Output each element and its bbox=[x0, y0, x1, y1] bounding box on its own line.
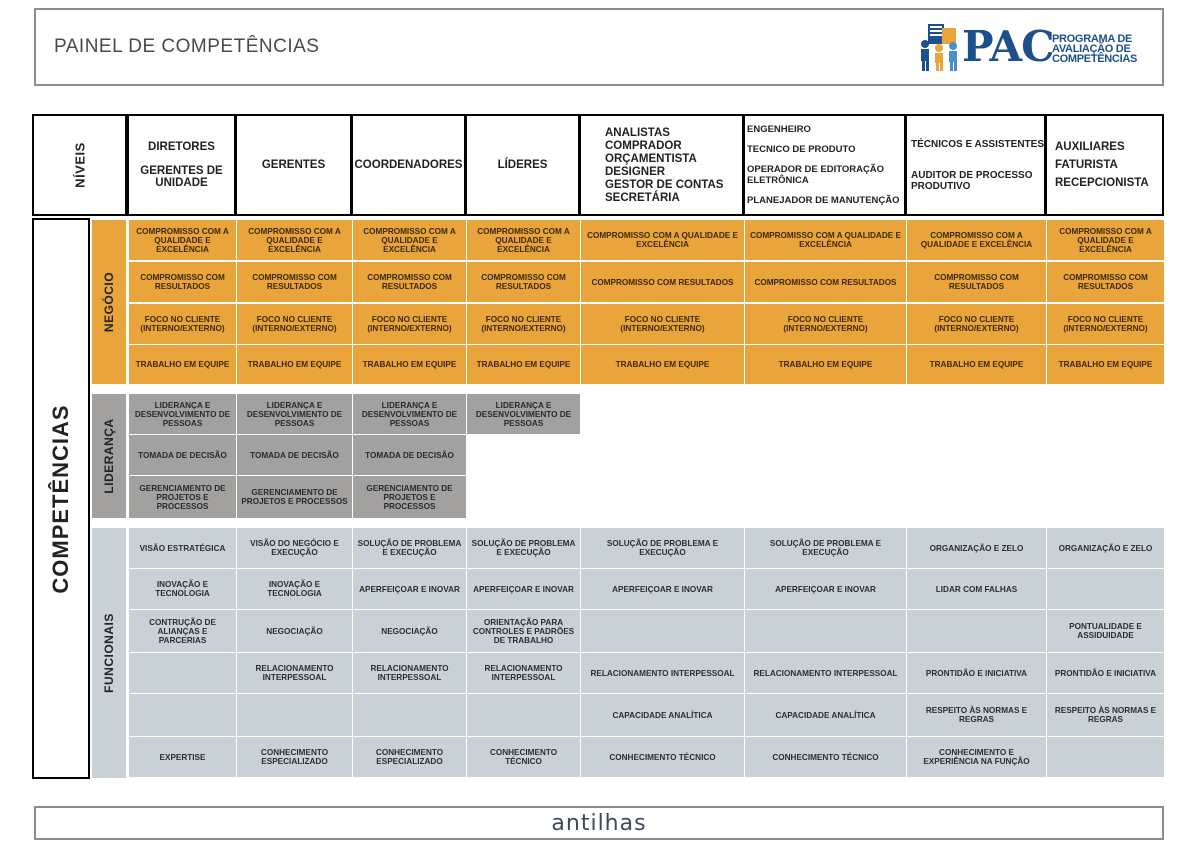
competency-cell: CONHECIMENTO TÉCNICO bbox=[581, 737, 744, 777]
logo-mark: PAC bbox=[962, 22, 1054, 71]
competencias-label: COMPETÊNCIAS bbox=[48, 403, 73, 594]
level-title: TECNICO DE PRODUTO bbox=[747, 144, 856, 155]
competency-cell bbox=[467, 694, 580, 736]
competency-cell: TOMADA DE DECISÃO bbox=[353, 435, 466, 475]
competency-cell: SOLUÇÃO DE PROBLEMA E EXECUÇÃO bbox=[581, 528, 744, 568]
competency-cell: APERFEIÇOAR E INOVAR bbox=[353, 569, 466, 609]
competency-cell: NEGOCIAÇÃO bbox=[353, 610, 466, 652]
competency-cell: TRABALHO EM EQUIPE bbox=[907, 345, 1046, 384]
competency-cell: COMPROMISSO COM RESULTADOS bbox=[581, 262, 744, 302]
competency-cell: INOVAÇÃO E TECNOLOGIA bbox=[237, 569, 352, 609]
competency-cell: CONHECIMENTO TÉCNICO bbox=[745, 737, 906, 777]
competency-cell: LIDERANÇA E DESENVOLVIMENTO DE PESSOAS bbox=[467, 394, 580, 434]
competency-cell: COMPROMISSO COM RESULTADOS bbox=[129, 262, 236, 302]
level-column bbox=[465, 114, 580, 216]
competency-cell: COMPROMISSO COM A QUALIDADE E EXCELÊNCIA bbox=[907, 220, 1046, 260]
competency-cell: CONHECIMENTO E EXPERIÊNCIA NA FUNÇÃO bbox=[907, 737, 1046, 777]
competency-cell bbox=[907, 610, 1046, 652]
level-title: DIRETORES bbox=[148, 141, 215, 153]
level-title: RECEPCIONISTA bbox=[1055, 177, 1149, 189]
competency-cell: COMPROMISSO COM A QUALIDADE E EXCELÊNCIA bbox=[467, 220, 580, 260]
competency-cell bbox=[745, 610, 906, 652]
competency-cell: RELACIONAMENTO INTERPESSOAL bbox=[745, 653, 906, 693]
pac-logo bbox=[918, 20, 1148, 76]
levels-label: NÍVEIS bbox=[72, 142, 87, 188]
level-title: DESIGNER bbox=[605, 165, 666, 178]
competency-cell: COMPROMISSO COM A QUALIDADE E EXCELÊNCIA bbox=[237, 220, 352, 260]
competency-cell: ORIENTAÇÃO PARA CONTROLES E PADRÕES DE TRABALHO bbox=[467, 610, 580, 652]
group-label-negocio bbox=[92, 220, 126, 384]
level-title: ANALISTAS bbox=[605, 126, 670, 139]
competency-cell bbox=[1047, 569, 1164, 609]
competency-cell: FOCO NO CLIENTE (INTERNO/EXTERNO) bbox=[237, 304, 352, 344]
competency-cell: CONHECIMENTO ESPECIALIZADO bbox=[353, 737, 466, 777]
competency-cell: TRABALHO EM EQUIPE bbox=[129, 345, 236, 384]
level-title: GERENTES bbox=[261, 159, 326, 171]
competency-cell: LIDERANÇA E DESENVOLVIMENTO DE PESSOAS bbox=[237, 394, 352, 434]
competency-cell: NEGOCIAÇÃO bbox=[237, 610, 352, 652]
competency-cell: CONHECIMENTO ESPECIALIZADO bbox=[237, 737, 352, 777]
group-label-lideranca bbox=[92, 394, 126, 518]
level-title: FATURISTA bbox=[1055, 159, 1118, 171]
competency-cell: TRABALHO EM EQUIPE bbox=[745, 345, 906, 384]
people-figures-icon bbox=[918, 22, 962, 72]
competency-cell: COMPROMISSO COM A QUALIDADE E EXCELÊNCIA bbox=[581, 220, 744, 260]
competency-cell: COMPROMISSO COM RESULTADOS bbox=[745, 262, 906, 302]
competency-cell: INOVAÇÃO E TECNOLOGIA bbox=[129, 569, 236, 609]
competency-cell bbox=[129, 653, 236, 693]
competency-cell: GERENCIAMENTO DE PROJETOS E PROCESSOS bbox=[129, 476, 236, 518]
competency-cell: COMPROMISSO COM RESULTADOS bbox=[353, 262, 466, 302]
competency-cell bbox=[129, 694, 236, 736]
level-column bbox=[905, 114, 1046, 216]
level-title: GERENTES DE UNIDADE bbox=[140, 165, 223, 189]
level-title: LÍDERES bbox=[497, 159, 548, 171]
competency-cell: VISÃO ESTRATÉGICA bbox=[129, 528, 236, 568]
competency-cell: RELACIONAMENTO INTERPESSOAL bbox=[353, 653, 466, 693]
level-title: COMPRADOR bbox=[605, 139, 682, 152]
competency-cell: TRABALHO EM EQUIPE bbox=[353, 345, 466, 384]
competency-cell: FOCO NO CLIENTE (INTERNO/EXTERNO) bbox=[1047, 304, 1164, 344]
competency-cell bbox=[581, 610, 744, 652]
competency-cell: CAPACIDADE ANALÍTICA bbox=[745, 694, 906, 736]
level-title: ENGENHEIRO bbox=[747, 124, 811, 135]
competency-cell: RESPEITO ÀS NORMAS E REGRAS bbox=[907, 694, 1046, 736]
competency-cell: COMPROMISSO COM RESULTADOS bbox=[237, 262, 352, 302]
level-column bbox=[579, 114, 744, 216]
competency-cell: FOCO NO CLIENTE (INTERNO/EXTERNO) bbox=[745, 304, 906, 344]
header bbox=[34, 8, 1164, 86]
competency-cell: FOCO NO CLIENTE (INTERNO/EXTERNO) bbox=[129, 304, 236, 344]
logo-line: PROGRAMA DE bbox=[1052, 33, 1133, 45]
competency-cell: COMPROMISSO COM A QUALIDADE E EXCELÊNCIA bbox=[1047, 220, 1164, 260]
competency-cell: CONTRUÇÃO DE ALIANÇAS E PARCERIAS bbox=[129, 610, 236, 652]
level-column bbox=[743, 114, 906, 216]
level-title: OPERADOR DE EDITORAÇÃO ELETRÔNICA bbox=[747, 164, 885, 186]
level-title: TÉCNICOS E ASSISTENTES bbox=[911, 138, 1044, 150]
level-column bbox=[1045, 114, 1164, 216]
competency-cell: FOCO NO CLIENTE (INTERNO/EXTERNO) bbox=[907, 304, 1046, 344]
competency-cell: FOCO NO CLIENTE (INTERNO/EXTERNO) bbox=[467, 304, 580, 344]
competency-cell: LIDERANÇA E DESENVOLVIMENTO DE PESSOAS bbox=[353, 394, 466, 434]
competency-cell: COMPROMISSO COM A QUALIDADE E EXCELÊNCIA bbox=[129, 220, 236, 260]
levels-label-box bbox=[32, 114, 127, 216]
level-column bbox=[351, 114, 466, 216]
level-title: COORDENADORES bbox=[354, 159, 463, 171]
competency-cell: RELACIONAMENTO INTERPESSOAL bbox=[237, 653, 352, 693]
competency-cell: SOLUÇÃO DE PROBLEMA E EXECUÇÃO bbox=[745, 528, 906, 568]
competency-cell: TRABALHO EM EQUIPE bbox=[1047, 345, 1164, 384]
level-title: PLANEJADOR DE MANUTENÇÃO bbox=[747, 195, 900, 206]
competency-cell: COMPROMISSO COM A QUALIDADE E EXCELÊNCIA bbox=[353, 220, 466, 260]
competency-cell: TRABALHO EM EQUIPE bbox=[467, 345, 580, 384]
level-title: GESTOR DE CONTAS bbox=[605, 178, 724, 191]
competency-cell: TRABALHO EM EQUIPE bbox=[581, 345, 744, 384]
competency-cell: TOMADA DE DECISÃO bbox=[129, 435, 236, 475]
brand-name: antilhas bbox=[551, 810, 647, 836]
competency-cell: FOCO NO CLIENTE (INTERNO/EXTERNO) bbox=[353, 304, 466, 344]
competency-cell: COMPROMISSO COM RESULTADOS bbox=[907, 262, 1046, 302]
competency-cell: GERENCIAMENTO DE PROJETOS E PROCESSOS bbox=[237, 476, 352, 518]
competency-cell: FOCO NO CLIENTE (INTERNO/EXTERNO) bbox=[581, 304, 744, 344]
level-column bbox=[235, 114, 352, 216]
competency-cell: SOLUÇÃO DE PROBLEMA E EXECUÇÃO bbox=[353, 528, 466, 568]
level-column bbox=[127, 114, 236, 216]
logo-text bbox=[1052, 34, 1144, 64]
competency-cell: ORGANIZAÇÃO E ZELO bbox=[907, 528, 1046, 568]
footer bbox=[34, 806, 1164, 840]
logo-line: AVALIAÇÃO DE bbox=[1052, 43, 1131, 55]
competency-cell: APERFEIÇOAR E INOVAR bbox=[745, 569, 906, 609]
competency-cell: CAPACIDADE ANALÍTICA bbox=[581, 694, 744, 736]
competency-cell: LIDERANÇA E DESENVOLVIMENTO DE PESSOAS bbox=[129, 394, 236, 434]
competency-cell: COMPROMISSO COM RESULTADOS bbox=[467, 262, 580, 302]
group-label-text: NEGÓCIO bbox=[102, 271, 116, 333]
competency-cell: TOMADA DE DECISÃO bbox=[237, 435, 352, 475]
level-title: AUXILIARES bbox=[1055, 141, 1125, 153]
competency-cell: COMPROMISSO COM RESULTADOS bbox=[1047, 262, 1164, 302]
competency-cell: RELACIONAMENTO INTERPESSOAL bbox=[467, 653, 580, 693]
competency-cell: APERFEIÇOAR E INOVAR bbox=[467, 569, 580, 609]
competency-cell: LIDAR COM FALHAS bbox=[907, 569, 1046, 609]
competency-cell: APERFEIÇOAR E INOVAR bbox=[581, 569, 744, 609]
competency-cell: ORGANIZAÇÃO E ZELO bbox=[1047, 528, 1164, 568]
competency-cell: GERENCIAMENTO DE PROJETOS E PROCESSOS bbox=[353, 476, 466, 518]
competency-cell: RESPEITO ÀS NORMAS E REGRAS bbox=[1047, 694, 1164, 736]
competency-cell bbox=[237, 694, 352, 736]
group-label-text: FUNCIONAIS bbox=[102, 613, 116, 693]
competency-cell: RELACIONAMENTO INTERPESSOAL bbox=[581, 653, 744, 693]
page-title: PAINEL DE COMPETÊNCIAS bbox=[54, 36, 320, 57]
competency-cell bbox=[1047, 737, 1164, 777]
competency-cell: VISÃO DO NEGÓCIO E EXECUÇÃO bbox=[237, 528, 352, 568]
competency-cell: EXPERTISE bbox=[129, 737, 236, 777]
competency-cell: PRONTIDÃO E INICIATIVA bbox=[907, 653, 1046, 693]
competency-cell: PRONTIDÃO E INICIATIVA bbox=[1047, 653, 1164, 693]
competency-cell bbox=[353, 694, 466, 736]
level-title: ORÇAMENTISTA bbox=[605, 152, 697, 165]
competency-cell: PONTUALIDADE E ASSIDUIDADE bbox=[1047, 610, 1164, 652]
competency-cell: TRABALHO EM EQUIPE bbox=[237, 345, 352, 384]
competencias-frame bbox=[32, 218, 90, 779]
logo-line: COMPETÊNCIAS bbox=[1052, 53, 1138, 65]
level-title: AUDITOR DE PROCESSO PRODUTIVO bbox=[911, 169, 1033, 192]
competency-cell: SOLUÇÃO DE PROBLEMA E EXECUÇÃO bbox=[467, 528, 580, 568]
group-label-text: LIDERANÇA bbox=[102, 418, 116, 494]
level-title: SECRETÁRIA bbox=[605, 191, 680, 204]
competency-cell: CONHECIMENTO TÉCNICO bbox=[467, 737, 580, 777]
competency-cell: COMPROMISSO COM A QUALIDADE E EXCELÊNCIA bbox=[745, 220, 906, 260]
group-label-funcionais bbox=[92, 528, 126, 778]
